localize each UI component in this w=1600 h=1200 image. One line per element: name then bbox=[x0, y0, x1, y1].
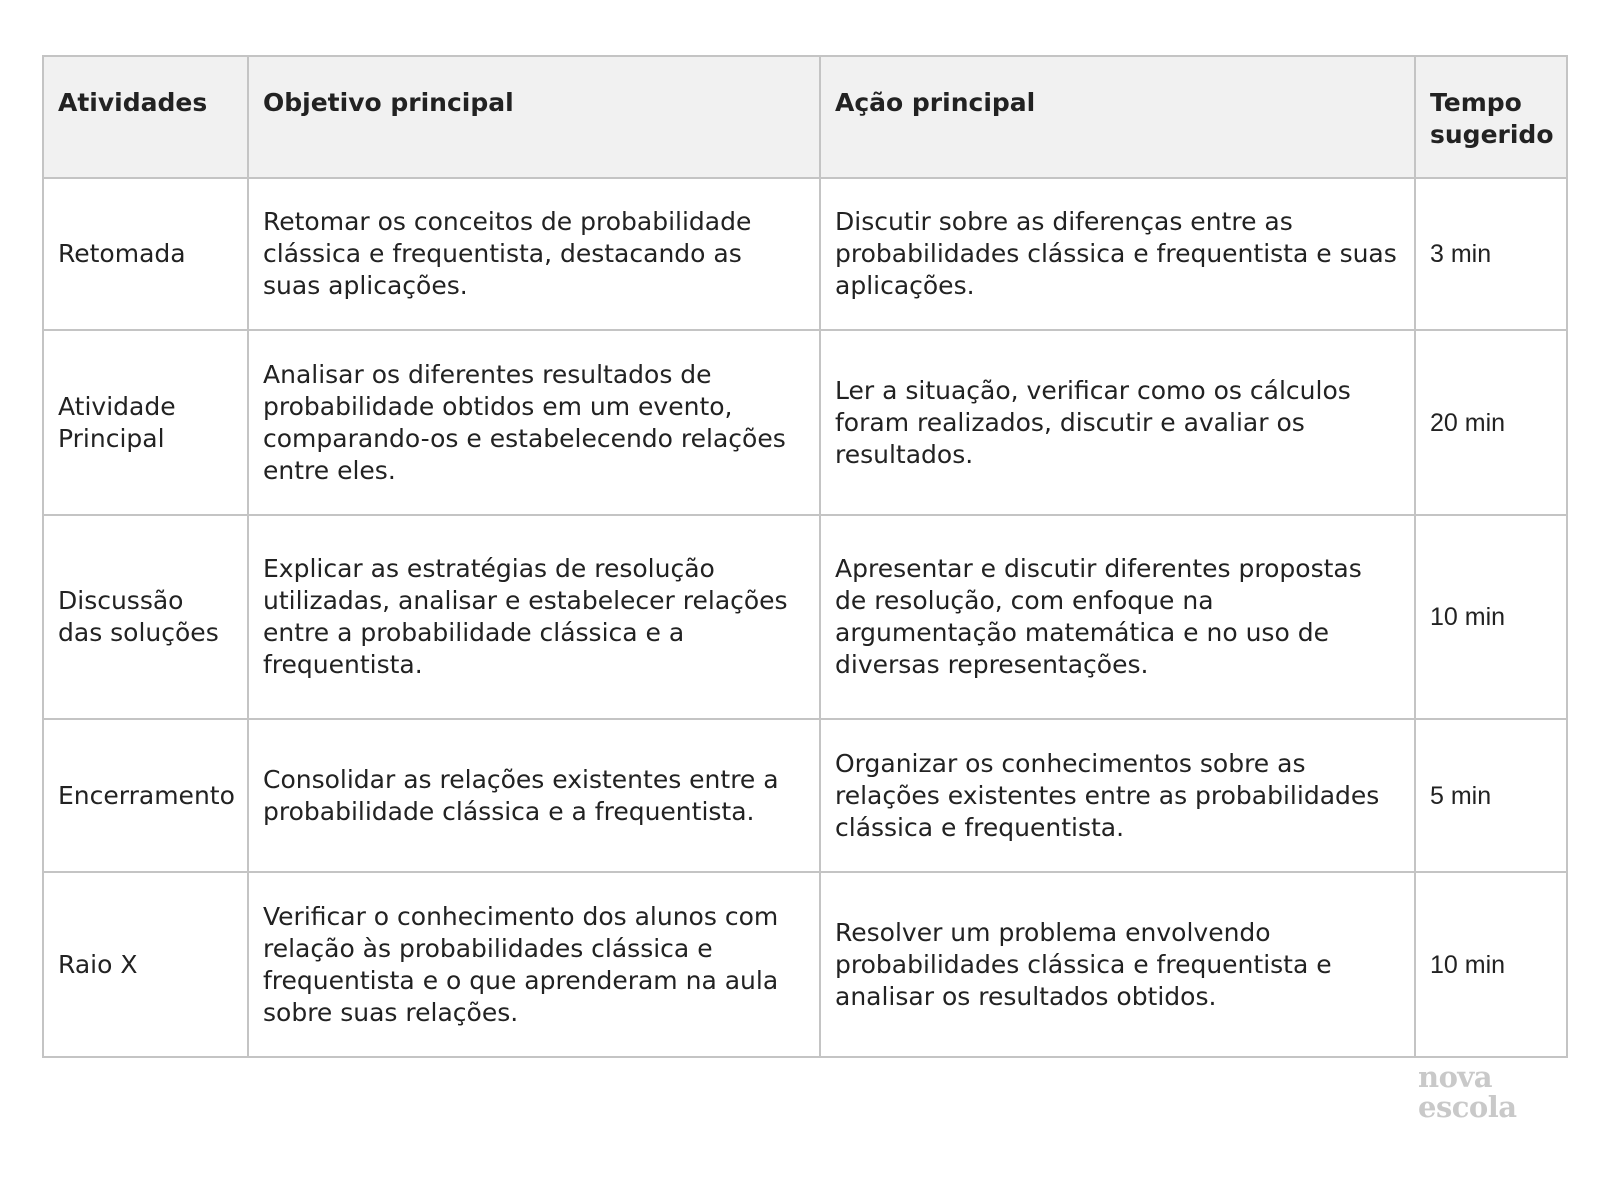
cell-objetivo: Analisar os diferentes resultados de probabilidade obtidos em um evento, comparando-os e estabelecendo relações entre eles. bbox=[248, 330, 820, 515]
header-tempo-sugerido: Tempo sugerido bbox=[1415, 56, 1567, 178]
cell-acao: Organizar os conhecimentos sobre as relações existentes entre as probabilidades clássica e frequentista. bbox=[820, 719, 1415, 872]
cell-objetivo: Explicar as estratégias de resolução utilizadas, analisar e estabelecer relações entre a probabilidade clássica e a frequentista. bbox=[248, 515, 820, 719]
cell-atividade: Raio X bbox=[43, 872, 248, 1057]
nova-escola-logo bbox=[1418, 1062, 1558, 1122]
table-header-row bbox=[43, 56, 1567, 178]
logo-line-nova: nova bbox=[1418, 1060, 1493, 1094]
cell-acao: Resolver um problema envolvendo probabilidades clássica e frequentista e analisar os resultados obtidos. bbox=[820, 872, 1415, 1057]
cell-objetivo: Verificar o conhecimento dos alunos com relação às probabilidades clássica e frequentista e o que aprenderam na aula sobre suas relações. bbox=[248, 872, 820, 1057]
table-row bbox=[43, 719, 1567, 872]
cell-atividade: Atividade Principal bbox=[43, 330, 248, 515]
cell-tempo: 5 min bbox=[1415, 719, 1567, 872]
logo-line-escola: escola bbox=[1418, 1090, 1517, 1124]
cell-acao: Discutir sobre as diferenças entre as probabilidades clássica e frequentista e suas aplicações. bbox=[820, 178, 1415, 330]
table-row bbox=[43, 330, 1567, 515]
cell-atividade: Retomada bbox=[43, 178, 248, 330]
header-acao-principal: Ação principal bbox=[820, 56, 1415, 178]
cell-tempo: 20 min bbox=[1415, 330, 1567, 515]
cell-acao: Apresentar e discutir diferentes propostas de resolução, com enfoque na argumentação matemática e no uso de diversas representações. bbox=[820, 515, 1415, 719]
cell-objetivo: Retomar os conceitos de probabilidade clássica e frequentista, destacando as suas aplicações. bbox=[248, 178, 820, 330]
cell-acao: Ler a situação, verificar como os cálculos foram realizados, discutir e avaliar os resultados. bbox=[820, 330, 1415, 515]
header-objetivo-principal: Objetivo principal bbox=[248, 56, 820, 178]
cell-tempo: 10 min bbox=[1415, 872, 1567, 1057]
cell-tempo: 3 min bbox=[1415, 178, 1567, 330]
table-row bbox=[43, 178, 1567, 330]
table-row bbox=[43, 515, 1567, 719]
cell-atividade: Discussão das soluções bbox=[43, 515, 248, 719]
header-atividades: Atividades bbox=[43, 56, 248, 178]
lesson-plan-table bbox=[42, 55, 1568, 1058]
table-row bbox=[43, 872, 1567, 1057]
cell-atividade: Encerramento bbox=[43, 719, 248, 872]
cell-objetivo: Consolidar as relações existentes entre a probabilidade clássica e a frequentista. bbox=[248, 719, 820, 872]
cell-tempo: 10 min bbox=[1415, 515, 1567, 719]
